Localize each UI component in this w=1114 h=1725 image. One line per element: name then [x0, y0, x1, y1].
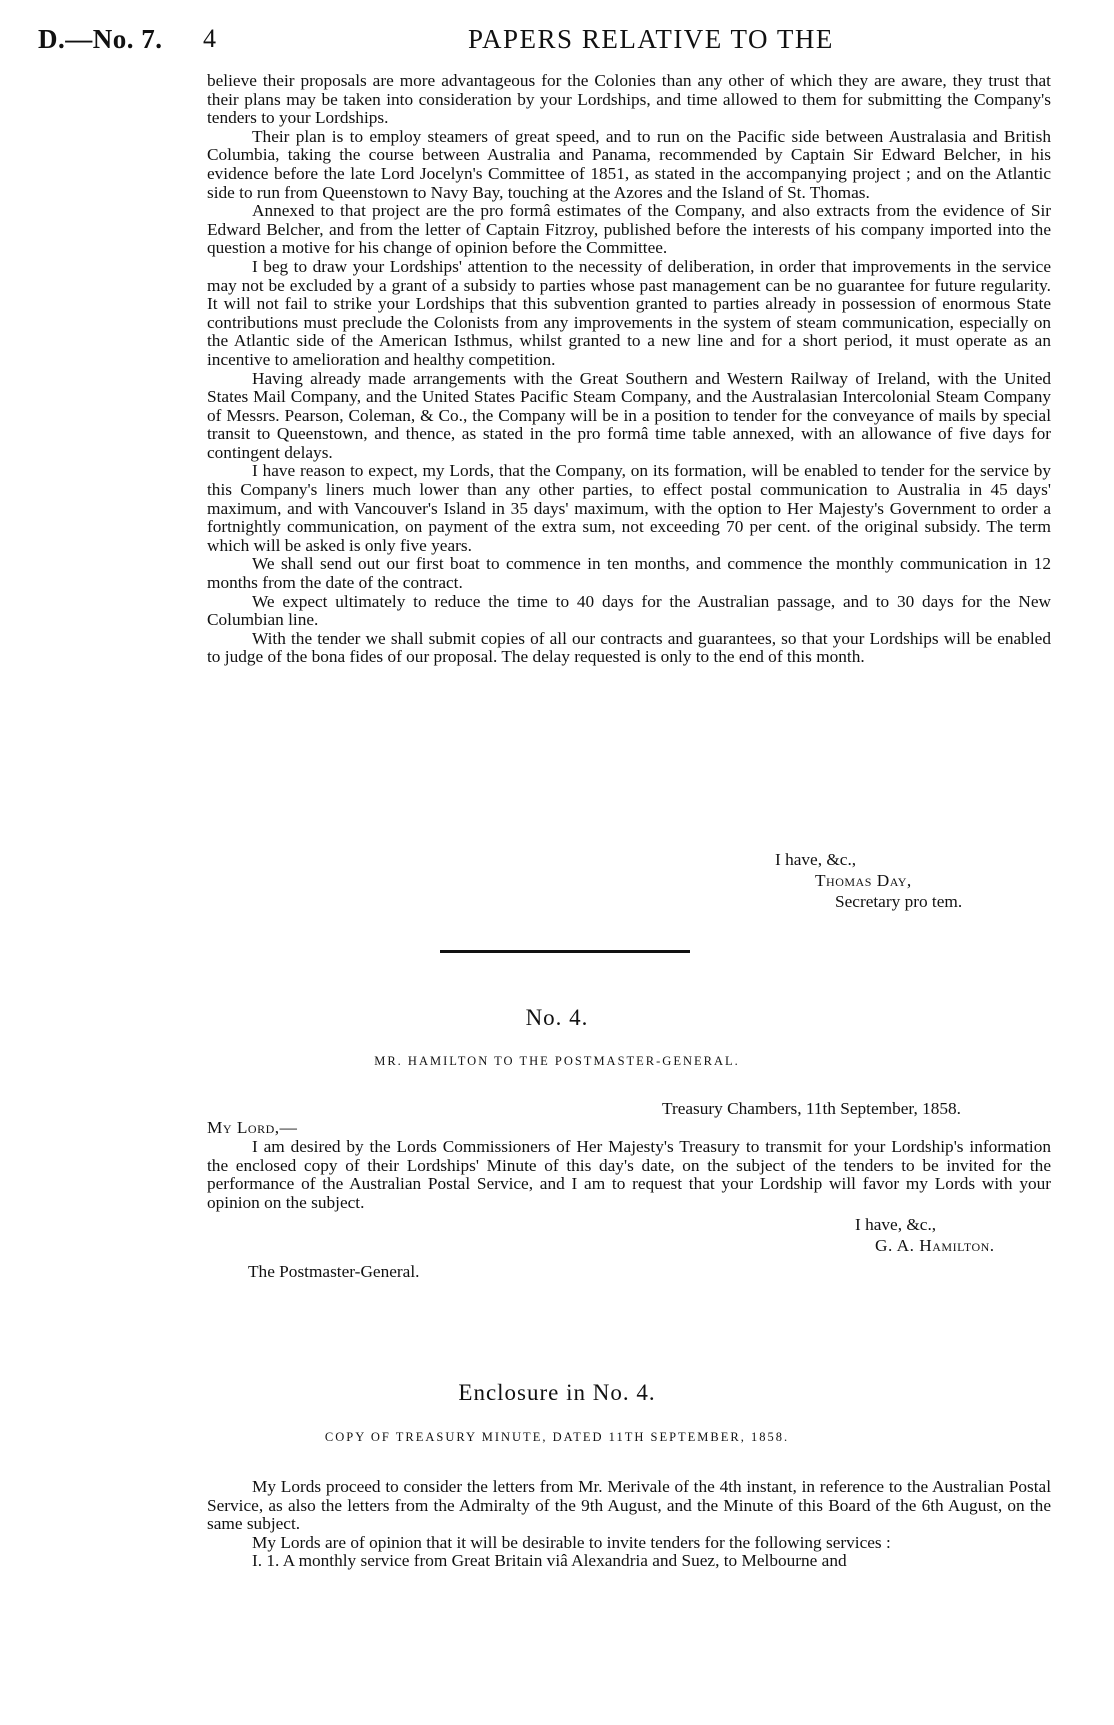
letter-paragraph: We expect ultimately to reduce the time to 40 days for the Australian passage, and to 30 days for the New Columbian line.	[207, 591, 1051, 630]
signatory-name: G. A. Hamilton.	[875, 1236, 995, 1255]
page-number: 4	[203, 24, 216, 53]
signatory-name: Thomas Day,	[815, 871, 912, 890]
signatory-title: Secretary pro tem.	[835, 892, 963, 911]
addressee: The Postmaster-General.	[248, 1262, 420, 1281]
letter-paragraph: Their plan is to employ steamers of great speed, and to run on the Pacific side between Australasia and British Columbia, taking the course between Australia and Panama, recommended by Captain Sir Edward Belcher, in his evidence before the late Lord Jocelyn's Committee of 1851, as stated in the accompanying project ; and on the Atlantic side to run from Queenstown to Navy Bay, touching at the Azores and the Island of St. Thomas.	[207, 126, 1051, 202]
enclosure-body	[207, 1478, 1051, 1571]
enclosure-paragraph: My Lords are of opinion that it will be desirable to invite tenders for the following services :	[252, 1532, 891, 1552]
letter-continued-body	[207, 72, 1051, 667]
no4-body	[207, 1138, 1051, 1212]
section-subheading: MR. HAMILTON TO THE POSTMASTER-GENERAL.	[374, 1054, 740, 1068]
letter-paragraph: I am desired by the Lords Commissioners of Her Majesty's Treasury to transmit for your Lordship's information the enclosed copy of their Lordships' Minute of this day's date, on the subject of the tenders to be invited for the performance of the Australian Postal Service, and I am to request that your Lordship will favor my Lords with your opinion on the subject.	[207, 1137, 1051, 1212]
letter-paragraph: I beg to draw your Lordships' attention to the necessity of deliberation, in order that improvements in the service may not be excluded by a grant of a subsidy to parties whose past management can be no guarantee for future regularity. It will not fail to strike your Lordships that this subvention granted to parties already in possession of enormous State contributions must preclude the Colonists from any improvements in the system of steam communication, especially on the Atlantic side of the American Isthmus, whilst granted to a new line and for a short period, it must operate as an incentive to amelioration and healthy competition.	[207, 256, 1051, 369]
enclosure-heading: Enclosure in No. 4.	[458, 1380, 656, 1405]
letter-paragraph: I have reason to expect, my Lords, that the Company, on its formation, will be enabled to tender for the service by this Company's liners much lower than any other parties, to effect postal communication to Australia in 45 days' maximum, and with Vancouver's Island in 35 days' maximum, with the option to Her Majesty's Government to order a fortnightly communication, on payment of the extra sum, not exceeding 70 per cent. of the original subsidy. The term which will be asked is only five years.	[207, 461, 1051, 555]
letter-paragraph: We shall send out our first boat to commence in ten months, and commence the monthly communication in 12 months from the date of the contract.	[207, 554, 1051, 593]
section-divider	[440, 950, 690, 953]
enclosure-subheading: COPY OF TREASURY MINUTE, DATED 11TH SEPTEMBER, 1858.	[324, 1430, 790, 1444]
enclosure-paragraph: My Lords proceed to consider the letters from Mr. Merivale of the 4th instant, in reference to the Australian Postal Service, as also the letters from the Admiralty of the 9th August, and the Minute of this Board of the 6th August, on the same subject.	[207, 1477, 1051, 1534]
letter-closing: I have, &c.,	[775, 850, 857, 869]
salutation: My Lord,—	[207, 1118, 298, 1137]
page-reference: D.—No. 7.	[38, 24, 163, 54]
page-header	[38, 24, 1074, 64]
letter-paragraph: With the tender we shall submit copies of all our contracts and guarantees, so that your Lordships will be enabled to judge of the bona fides of our proposal. The delay requested is only to the end of this month.	[207, 628, 1051, 667]
dateline: Treasury Chambers, 11th September, 1858.	[662, 1099, 961, 1118]
letter-paragraph: believe their proposals are more advantageous for the Colonies than any other of which they are aware, they trust that their plans may be taken into consideration by your Lordships, and time allowed to them for submitting the Company's tenders to your Lordships.	[207, 71, 1051, 128]
letter-paragraph: Having already made arrangements with the Great Southern and Western Railway of Ireland, with the United States Mail Company, and the United States Pacific Steam Company, and the Australasian Intercolonial Steam Company of Messrs. Pearson, Coleman, & Co., the Company will be in a position to tender for the conveyance of mails by special transit to Queenstown, and thence, as stated in the pro formâ time table annexed, with an allowance of five days for contingent delays.	[207, 368, 1051, 462]
letter-paragraph: Annexed to that project are the pro formâ estimates of the Company, and also extracts from the evidence of Sir Edward Belcher, and from the letter of Captain Fitzroy, published before the interests of his company imported into the question a motive for his change of opinion before the Committee.	[207, 201, 1051, 258]
enclosure-item: I. 1. A monthly service from Great Britain viâ Alexandria and Suez, to Melbourne and	[252, 1551, 847, 1571]
running-title: PAPERS RELATIVE TO THE	[468, 24, 834, 54]
letter-closing: I have, &c.,	[855, 1215, 937, 1234]
section-heading: No. 4.	[525, 1005, 589, 1030]
